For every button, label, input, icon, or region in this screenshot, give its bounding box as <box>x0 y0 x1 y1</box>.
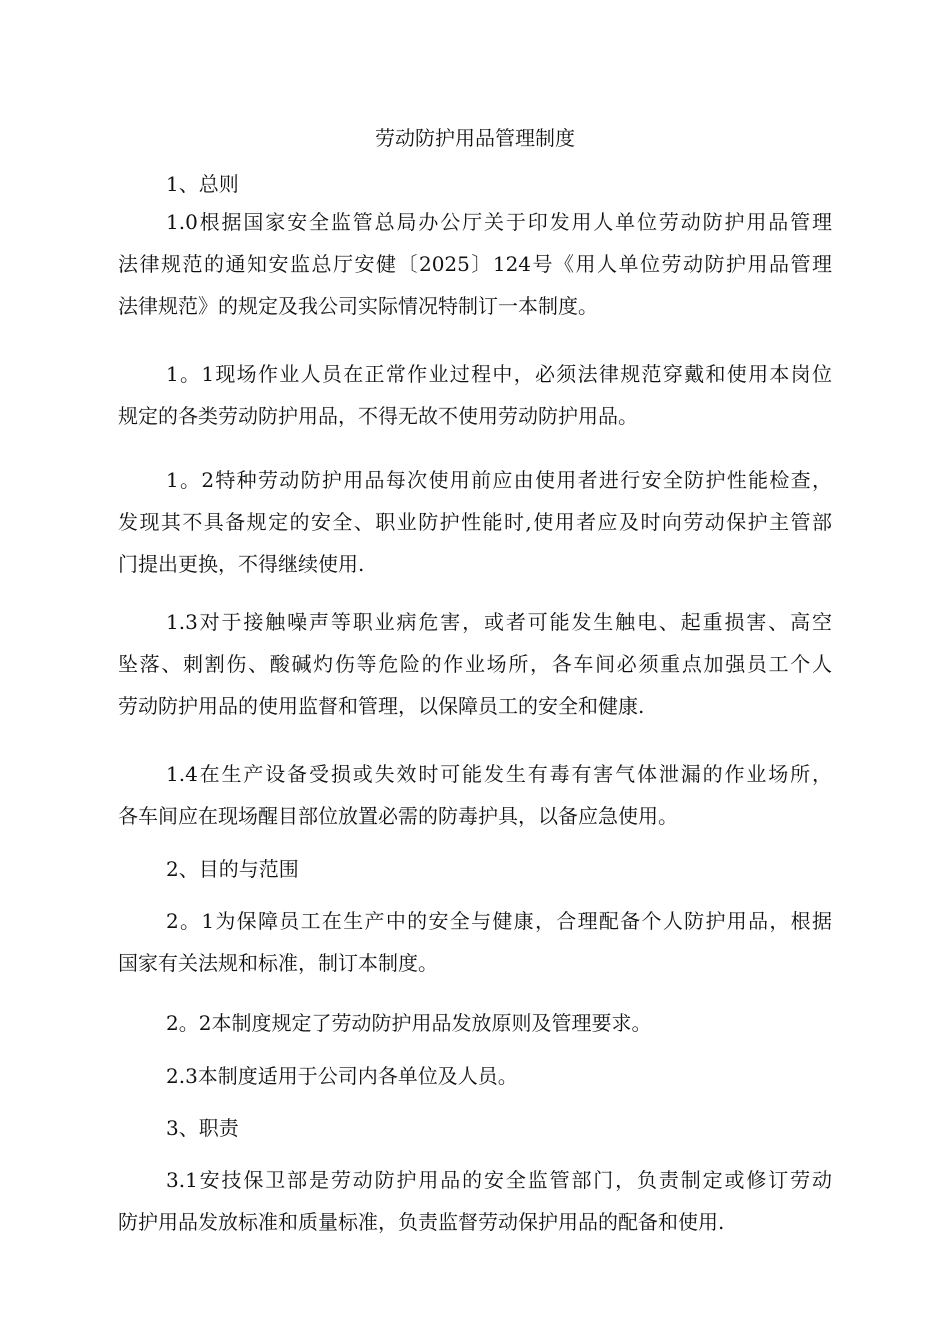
paragraph-1-2 <box>118 459 832 585</box>
paragraph-line: 各车间应在现场醒目部位放置必需的防毒护具，以备应急使用。 <box>118 804 678 828</box>
paragraph-line: 1.3对于接触噪声等职业病危害，或者可能发生触电、起重损害、高空 <box>166 610 832 634</box>
paragraph-line: 2、目的与范围 <box>166 857 299 881</box>
paragraph-section-3-heading <box>118 1107 832 1149</box>
paragraph-line: 规定的各类劳动防护用品，不得无故不使用劳动防护用品。 <box>118 404 638 428</box>
paragraph-line: 2.3本制度适用于公司内各单位及人员。 <box>166 1064 518 1088</box>
paragraph-line: 2。1为保障员工在生产中的安全与健康，合理配备个人防护用品，根据 <box>166 909 832 933</box>
paragraph-line: 法律规范》的规定及我公司实际情况特制订一本制度。 <box>118 294 598 318</box>
paragraph-2-3 <box>118 1055 832 1097</box>
paragraph-line: 发现其不具备规定的安全、职业防护性能时,使用者应及时向劳动保护主管部 <box>118 510 832 534</box>
paragraph-2-2 <box>118 1002 832 1044</box>
paragraph-1-3 <box>118 601 832 727</box>
paragraph-line: 1.0根据国家安全监管总局办公厅关于印发用人单位劳动防护用品管理 <box>166 210 832 234</box>
paragraph-line: 3.1安技保卫部是劳动防护用品的安全监管部门，负责制定或修订劳动 <box>166 1168 832 1192</box>
paragraph-3-1 <box>118 1159 832 1243</box>
paragraph-2-1 <box>118 900 832 984</box>
paragraph-line: 防护用品发放标准和质量标准，负责监督劳动保护用品的配备和使用. <box>118 1210 725 1234</box>
paragraph-line: 法律规范的通知安监总厅安健〔2025〕124号《用人单位劳动防护用品管理 <box>118 252 832 276</box>
paragraph-line: 坠落、刺割伤、酸碱灼伤等危险的作业场所，各车间必须重点加强员工个人 <box>118 652 832 676</box>
paragraph-section-1-heading <box>118 163 832 205</box>
paragraph-line: 1。2特种劳动防护用品每次使用前应由使用者进行安全防护性能检查， <box>166 468 832 492</box>
paragraph-line: 1、总则 <box>166 172 239 196</box>
paragraph-1-1 <box>118 353 832 437</box>
paragraph-line: 1.4在生产设备受损或失效时可能发生有毒有害气体泄漏的作业场所， <box>166 762 832 786</box>
paragraph-line: 2。2本制度规定了劳动防护用品发放原则及管理要求。 <box>166 1011 652 1035</box>
paragraph-line: 3、职责 <box>166 1116 239 1140</box>
paragraph-section-2-heading <box>118 848 832 890</box>
paragraph-line: 门提出更换，不得继续使用. <box>118 552 365 576</box>
paragraph-line: 1。1现场作业人员在正常作业过程中，必须法律规范穿戴和使用本岗位 <box>166 362 832 386</box>
paragraph-1-0 <box>118 201 832 327</box>
paragraph-1-4 <box>118 753 832 837</box>
paragraph-line: 劳动防护用品的使用监督和管理，以保障员工的安全和健康. <box>118 694 645 718</box>
paragraph-line: 国家有关法规和标准，制订本制度。 <box>118 951 438 975</box>
document-title: 劳动防护用品管理制度 <box>375 126 575 150</box>
